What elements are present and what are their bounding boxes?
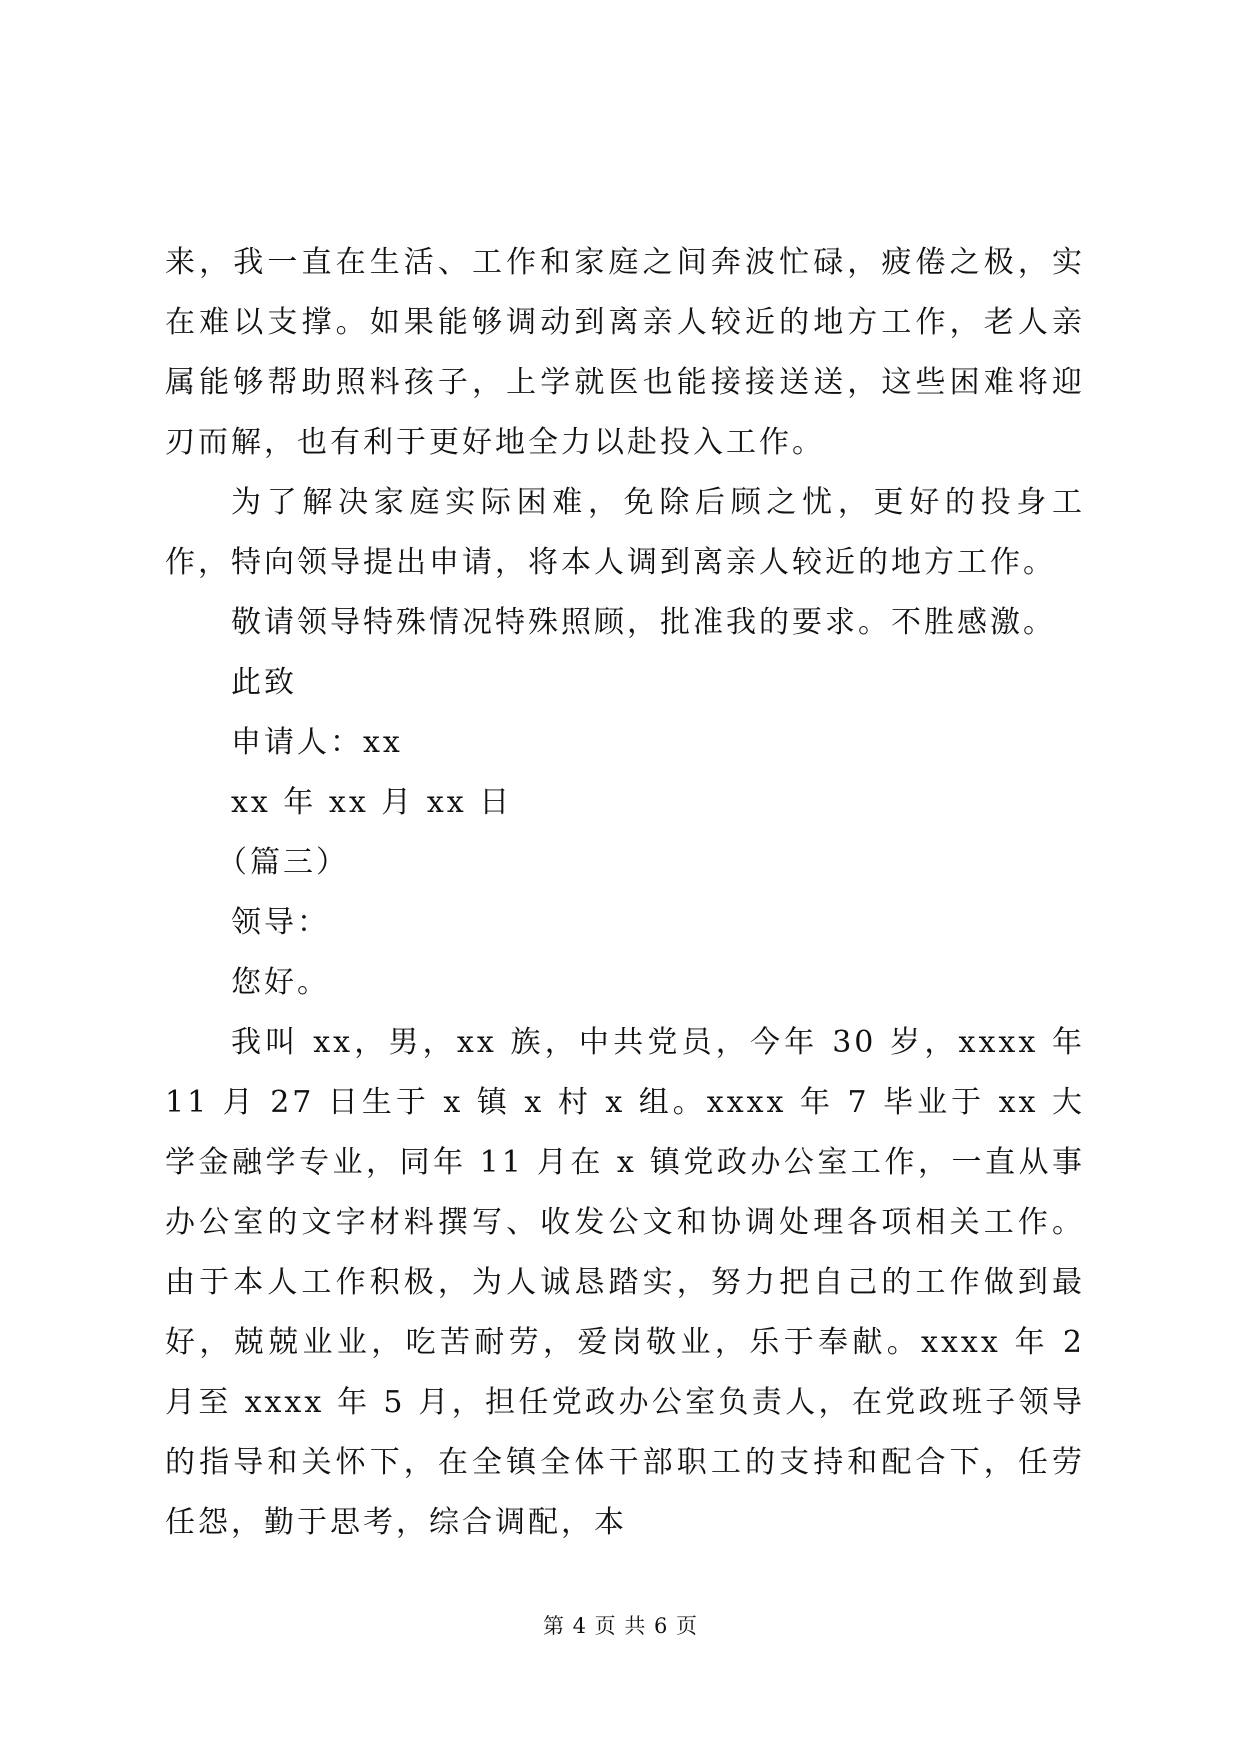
paragraph-request-approval: 敬请领导特殊情况特殊照顾，批准我的要求。不胜感激。 (231, 605, 1056, 640)
page-footer: 第 4 页 共 6 页 (542, 1614, 699, 1638)
paragraph-continued: 来，我一直在生活、工作和家庭之间奔波忙碌，疲倦之极，实在难以支撑。如果能够调动到离亲人较近的地方工作，老人亲属能够帮助照料孩子，上学就医也能接接送送，这些困难将迎刃而解，也有利于更好地全力以赴投入工作。 (165, 245, 1085, 460)
applicant-line: 申请人：xx (231, 725, 403, 760)
greeting-line: 您好。 (231, 965, 330, 1000)
paragraph-request-reason: 为了解决家庭实际困难，免除后顾之忧，更好的投身工作，特向领导提出申请，将本人调到离亲人较近的地方工作。 (165, 485, 1085, 580)
closing-salutation: 此致 (231, 665, 297, 700)
section-heading: （篇三） (217, 845, 349, 880)
paragraph-self-introduction: 我叫 xx，男，xx 族，中共党员，今年 30 岁，xxxx 年 11 月 27 日生于 x 镇 x 村 x 组。xxxx 年 7 毕业于 xx 大学金融学专业，同年 11 月在 x 镇党政办公室工作，一直从事办公室的文字材料撰写、收发公文和协调处理各项相关工作。由于本人工作积极，为人诚恳踏实，努力把自己的工作做到最好，兢兢业业，吃苦耐劳，爱岗敬业，乐于奉献。xxxx 年 2 月至 xxxx 年 5 月，担任党政办公室负责人，在党政班子领导的指导和关怀下，在全镇全体干部职工的支持和配合下，任劳任怨，勤于思考，综合调配，本 (165, 1025, 1085, 1540)
date-line: xx 年 xx 月 xx 日 (231, 785, 513, 820)
document-body (165, 233, 1085, 1553)
greeting-recipient: 领导： (231, 905, 330, 940)
